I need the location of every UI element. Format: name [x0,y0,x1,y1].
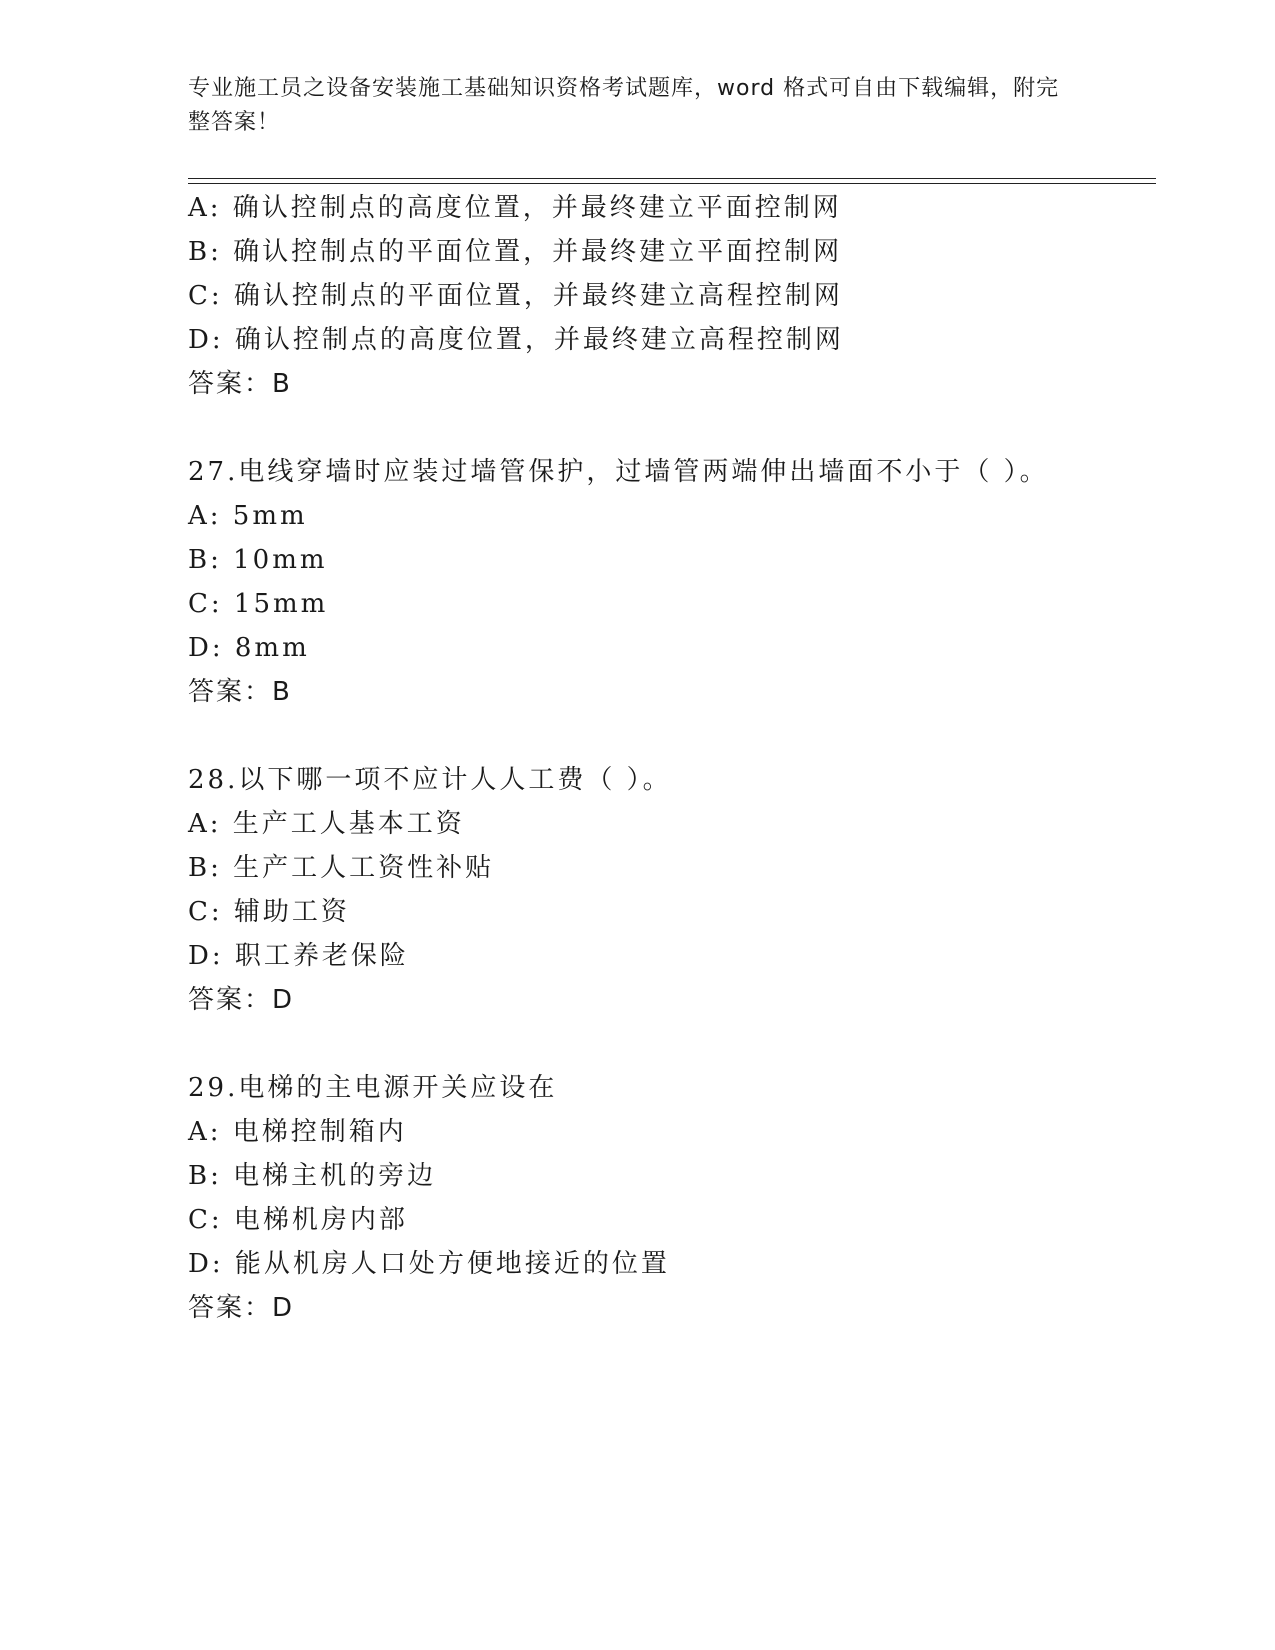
q26-option-c: C: 确认控制点的平面位置，并最终建立高程控制网 [188,281,843,311]
q28-option-b: B: 生产工人工资性补贴 [188,853,495,883]
q26-option-d: D: 确认控制点的高度位置，并最终建立高程控制网 [188,325,844,355]
q27-option-c: C: 15mm [188,589,329,619]
q29-answer: 答案：D [188,1293,295,1323]
q28-option-a: A: 生产工人基本工资 [188,809,465,839]
q27-option-a: A: 5mm [188,501,308,531]
q27-question: 27.电线穿墙时应装过墙管保护，过墙管两端伸出墙面不小于（ ）。 [188,457,1049,487]
q28-question: 28.以下哪一项不应计人人工费（ ）。 [188,765,672,795]
q28-option-c: C: 辅助工资 [188,897,350,927]
q26-answer: 答案：B [188,369,292,399]
q26-option-a: A: 确认控制点的高度位置，并最终建立平面控制网 [188,193,842,223]
q29-option-c: C: 电梯机房内部 [188,1205,408,1235]
q29-option-a: A: 电梯控制箱内 [188,1117,407,1147]
q28-option-d: D: 职工养老保险 [188,941,409,971]
q27-option-d: D: 8mm [188,633,310,663]
q29-option-d: D: 能从机房人口处方便地接近的位置 [188,1249,670,1279]
header-divider-bottom [188,183,1156,184]
q28-answer: 答案：D [188,985,295,1015]
q29-option-b: B: 电梯主机的旁边 [188,1161,437,1191]
q26-option-b: B: 确认控制点的平面位置，并最终建立平面控制网 [188,237,843,267]
header-divider-top [188,178,1156,179]
document-header: 专业施工员之设备安装施工基础知识资格考试题库，word 格式可自由下载编辑，附完整答案！ [188,76,1060,135]
q27-option-b: B: 10mm [188,545,328,575]
q27-answer: 答案：B [188,677,292,707]
q29-question: 29.电梯的主电源开关应设在 [188,1073,558,1103]
